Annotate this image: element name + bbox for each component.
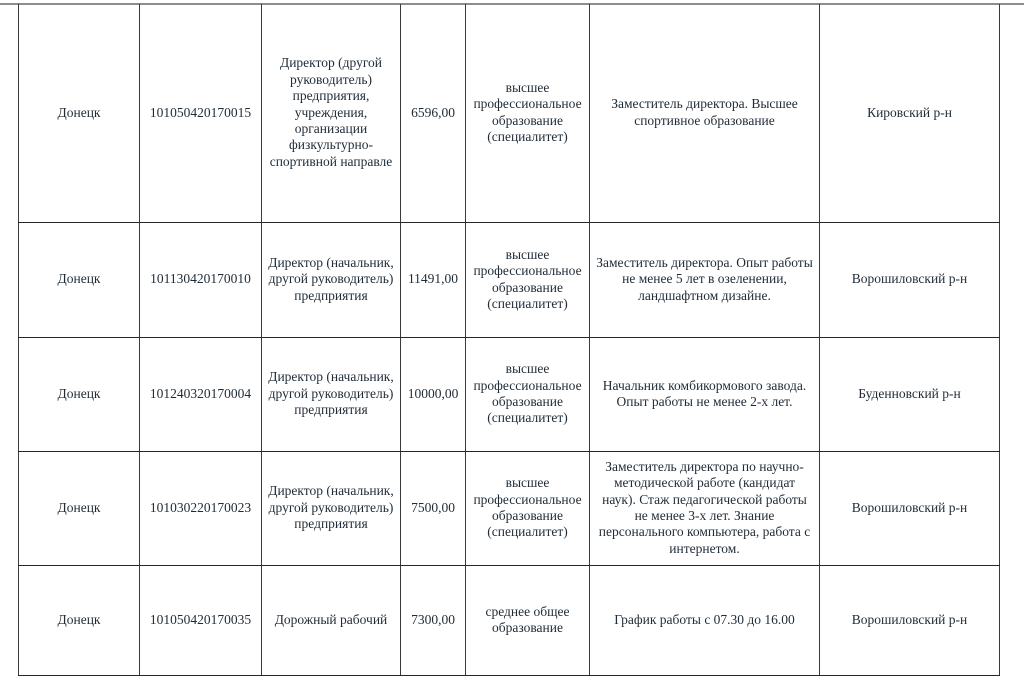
- cell-city: Донецк: [19, 337, 140, 451]
- cell-city: Донецк: [19, 451, 140, 565]
- cell-salary: 10000,00: [401, 337, 466, 451]
- vacancy-table: [18, 4, 1000, 676]
- cell-position: Директор (другой руководитель) предприятия, учреждения, организации физкультурно-спортивной направле: [262, 4, 401, 222]
- cell-vacancy-id: 101050420170015: [140, 4, 262, 222]
- cell-position: Директор (начальник, другой руководитель) предприятия: [262, 337, 401, 451]
- cell-city: Донецк: [19, 565, 140, 675]
- cell-position: Директор (начальник, другой руководитель) предприятия: [262, 451, 401, 565]
- cell-city: Донецк: [19, 222, 140, 337]
- table-row: [19, 451, 1000, 565]
- table-row: [19, 4, 1000, 222]
- cell-details: Начальник комбикормового завода. Опыт работы не менее 2-х лет.: [590, 337, 820, 451]
- table-row: [19, 222, 1000, 337]
- cell-district: Буденновский р-н: [820, 337, 1000, 451]
- cell-district: Ворошиловский р-н: [820, 222, 1000, 337]
- cell-education: высшее профессиональное образование (специалитет): [466, 222, 590, 337]
- cell-district: Ворошиловский р-н: [820, 451, 1000, 565]
- cell-city: Донецк: [19, 4, 140, 222]
- cell-vacancy-id: 101130420170010: [140, 222, 262, 337]
- vacancy-table-body: [19, 4, 1000, 675]
- cell-details: График работы с 07.30 до 16.00: [590, 565, 820, 675]
- table-row: [19, 337, 1000, 451]
- cell-details: Заместитель директора. Опыт работы не менее 5 лет в озеленении, ландшафтном дизайне.: [590, 222, 820, 337]
- cell-education: высшее профессиональное образование (специалитет): [466, 337, 590, 451]
- cell-salary: 6596,00: [401, 4, 466, 222]
- cell-salary: 11491,00: [401, 222, 466, 337]
- cell-salary: 7500,00: [401, 451, 466, 565]
- cell-education: среднее общее образование: [466, 565, 590, 675]
- cell-education: высшее профессиональное образование (специалитет): [466, 4, 590, 222]
- cell-district: Кировский р-н: [820, 4, 1000, 222]
- cell-position: Дорожный рабочий: [262, 565, 401, 675]
- cell-position: Директор (начальник, другой руководитель) предприятия: [262, 222, 401, 337]
- cell-vacancy-id: 101030220170023: [140, 451, 262, 565]
- table-row: [19, 565, 1000, 675]
- cell-education: высшее профессиональное образование (специалитет): [466, 451, 590, 565]
- cell-vacancy-id: 101050420170035: [140, 565, 262, 675]
- cell-district: Ворошиловский р-н: [820, 565, 1000, 675]
- cell-details: Заместитель директора. Высшее спортивное образование: [590, 4, 820, 222]
- cell-vacancy-id: 101240320170004: [140, 337, 262, 451]
- cell-details: Заместитель директора по научно-методической работе (кандидат наук). Стаж педагогической работы не менее 3-х лет. Знание персонального компьютера, работа с интернетом.: [590, 451, 820, 565]
- cell-salary: 7300,00: [401, 565, 466, 675]
